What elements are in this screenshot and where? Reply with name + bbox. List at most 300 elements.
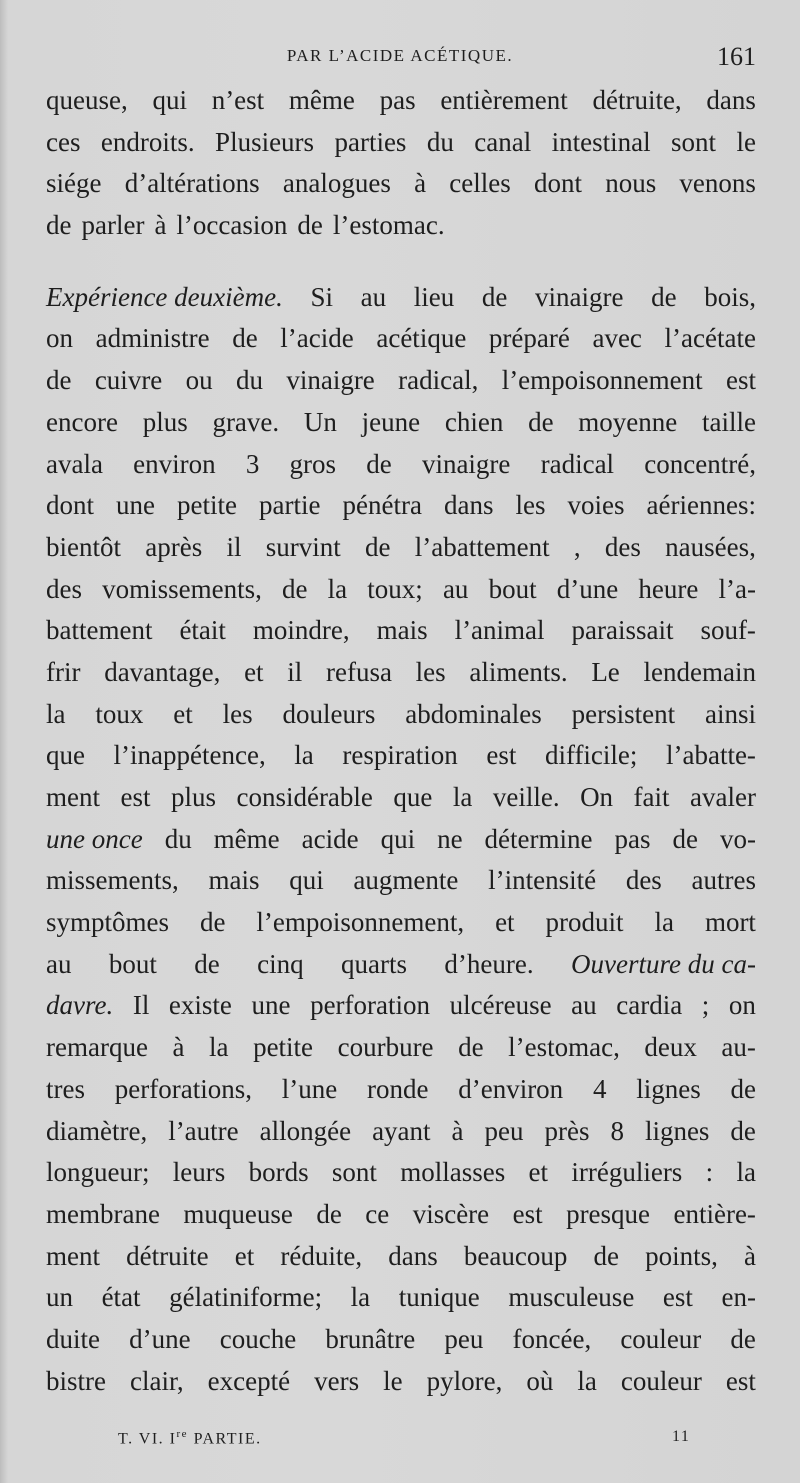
word: de [672, 823, 698, 854]
word: sont [331, 1157, 377, 1188]
word: acétique [376, 323, 467, 354]
word: l’animal [454, 615, 545, 646]
word: l’a- [718, 573, 756, 604]
word: d’une [129, 1323, 191, 1354]
word: administre [95, 323, 210, 354]
word: bientôt [46, 531, 121, 562]
word: à [744, 1240, 756, 1271]
word: bout [488, 573, 537, 604]
word: muqueuse [183, 1198, 293, 1229]
word: de [297, 210, 323, 241]
text-line [46, 1111, 756, 1153]
word: au [46, 948, 72, 979]
word: les [222, 698, 253, 729]
text-line [46, 777, 756, 819]
word: et [244, 656, 264, 687]
word: détermine [484, 823, 593, 854]
word: réduite, [280, 1240, 363, 1271]
word: veille. [492, 782, 560, 812]
footer [0, 1424, 800, 1454]
word: gros [289, 448, 337, 479]
word: On [580, 782, 614, 812]
word: radical, [398, 365, 479, 396]
word: ment [46, 1240, 100, 1271]
word: l’estomac. [332, 210, 445, 241]
word: brunâtre [325, 1323, 416, 1354]
word: abdominales [405, 698, 542, 729]
word: encore [46, 406, 118, 437]
word: mais [208, 865, 260, 896]
word: et [528, 1157, 549, 1188]
text-line [46, 444, 756, 486]
italic-word: une once [46, 823, 143, 854]
word: était [179, 615, 226, 646]
word: canal [474, 126, 532, 157]
italic-word: Ouverture du ca- [571, 948, 756, 979]
word: ment [46, 782, 100, 812]
word: au [571, 990, 597, 1021]
word: vinaigre [286, 365, 375, 396]
word: détruite [126, 1240, 209, 1271]
word: toux [95, 698, 144, 729]
word: plus [142, 406, 188, 437]
word: bout [108, 948, 157, 979]
word: toux; [367, 573, 423, 604]
word: vomissements, [102, 573, 262, 604]
word: Si [310, 281, 334, 312]
word: du [426, 126, 454, 157]
word: en- [721, 1282, 756, 1313]
word: des [625, 865, 662, 896]
text-line [46, 569, 756, 611]
word: augmente [353, 865, 459, 896]
word: d’environ [458, 1073, 564, 1104]
word: tres [46, 1073, 85, 1104]
word: considérable [236, 782, 373, 812]
text-line [46, 1194, 756, 1236]
word: l’intensité [488, 865, 597, 896]
word: refusa [326, 656, 392, 687]
word: remarque [46, 1032, 148, 1063]
word: au- [721, 1032, 756, 1063]
word: de [194, 948, 220, 979]
word: l’une [281, 1073, 338, 1104]
word: presque [566, 1198, 651, 1229]
word: de [730, 1115, 756, 1146]
word: au [442, 573, 469, 604]
text-line [46, 122, 756, 164]
word: qui [289, 865, 324, 896]
word: siége [46, 168, 102, 199]
word: courbure [337, 1032, 434, 1063]
word: endroits. [100, 126, 195, 157]
word: vinaigre [534, 281, 624, 312]
word: une [116, 490, 156, 521]
word: de [730, 1073, 756, 1104]
word: il [287, 656, 303, 687]
signature-superscript: re [176, 1428, 189, 1440]
word: détruite, [592, 85, 682, 115]
word: couleur [620, 1323, 702, 1354]
word: de [282, 573, 308, 604]
word: battement [46, 615, 153, 646]
text-line [46, 610, 756, 652]
word: de [365, 531, 391, 562]
word: la [209, 1032, 229, 1063]
sheet-number: 11 [672, 1428, 691, 1445]
word: est [486, 740, 517, 771]
word: perforations, [114, 1073, 252, 1104]
word: dont [46, 490, 95, 521]
text-line [46, 1152, 756, 1194]
word: fait [633, 782, 670, 812]
word: on [728, 990, 756, 1021]
word: cardia [616, 990, 683, 1021]
word: produit [545, 907, 624, 938]
word: vinaigre [421, 448, 511, 479]
word: la [46, 698, 66, 729]
word: à [414, 168, 427, 199]
word: des [46, 573, 82, 604]
italic-word: Expérience deuxième. [46, 281, 283, 312]
word: celles [449, 168, 511, 199]
word: le [383, 1365, 403, 1396]
word: ronde [366, 1073, 429, 1104]
word: de [316, 1198, 342, 1229]
italic-word: davre. [46, 990, 114, 1021]
text-line [46, 1277, 756, 1319]
word: dans [706, 85, 756, 115]
word: du [164, 823, 192, 854]
word: l’abatte- [665, 740, 756, 771]
word: de [199, 907, 226, 938]
word: ne [437, 823, 463, 854]
word: lieu [413, 281, 455, 312]
word: excepté [207, 1365, 291, 1396]
word: 8 [610, 1115, 624, 1146]
word: voies [567, 490, 625, 521]
word: de [46, 365, 72, 396]
paragraph-break [46, 247, 756, 277]
word: chien [444, 406, 504, 437]
word: beaucoup [463, 1240, 568, 1271]
word: de [366, 448, 392, 479]
running-title: PAR L’ACIDE ACÉTIQUE. [286, 46, 514, 65]
word: duite [46, 1323, 100, 1354]
word: intestinal [551, 126, 651, 157]
word: pas [614, 823, 651, 854]
word: à [451, 1115, 464, 1146]
word: avala [46, 448, 103, 479]
word: de [232, 323, 258, 354]
word: la [736, 1157, 756, 1188]
word: ce [365, 1198, 390, 1229]
word: entière- [673, 1198, 756, 1229]
word: d’une [556, 573, 619, 604]
word: diamètre, [46, 1115, 148, 1146]
word: après [145, 531, 203, 562]
word: près [544, 1115, 590, 1146]
word: mort [704, 907, 756, 938]
word: , [573, 531, 581, 562]
word: d’altérations [124, 168, 260, 199]
word: peu [444, 1323, 484, 1354]
word: irréguliers [571, 1157, 683, 1188]
word: cuivre [94, 365, 163, 396]
word: mais [376, 615, 428, 646]
word: même [288, 85, 355, 115]
word: où [526, 1365, 554, 1396]
signature-end: PARTIE. [188, 1430, 262, 1448]
word: ; [701, 990, 710, 1021]
word: cinq [257, 948, 304, 979]
word: des [604, 531, 641, 562]
word: quarts [341, 948, 408, 979]
word: même [213, 823, 280, 854]
word: couche [219, 1323, 297, 1354]
text-line [46, 527, 756, 569]
word: un [46, 1282, 73, 1313]
word: venons [679, 168, 756, 199]
word: avec [592, 323, 642, 354]
word: est [662, 1282, 693, 1313]
word: dont [533, 168, 582, 199]
word: frir [46, 656, 81, 687]
word: et [234, 1240, 255, 1271]
word: l’acétate [664, 323, 756, 354]
word: respiration [342, 740, 458, 771]
text-line [46, 485, 756, 527]
word: et [495, 907, 515, 938]
word: taille [702, 406, 756, 437]
word: la [327, 573, 348, 604]
text-line [46, 1319, 756, 1361]
word: souf- [700, 615, 756, 646]
word: ou [185, 365, 213, 396]
word: musculeuse [508, 1282, 635, 1313]
word: la [452, 782, 473, 812]
text-line [46, 163, 756, 205]
word: on [46, 323, 73, 354]
word: vo- [719, 823, 756, 854]
word: la [350, 1282, 371, 1313]
word: longueur; [46, 1157, 150, 1188]
word: nous [605, 168, 657, 199]
text-line [46, 1027, 756, 1069]
text-line [46, 80, 756, 122]
word: heure [638, 573, 699, 604]
word: pylore, [426, 1365, 503, 1396]
word: est [120, 782, 151, 812]
word: du [235, 365, 263, 396]
word: difficile; [544, 740, 638, 771]
word: aériennes: [646, 490, 756, 521]
signature-text: T. VI. I [118, 1430, 177, 1448]
word: bistre [46, 1365, 106, 1396]
word: 4 [592, 1073, 607, 1104]
word: dans [388, 1240, 438, 1271]
word: Plusieurs [215, 126, 315, 157]
word: Un [303, 406, 337, 437]
text-line [46, 1069, 756, 1111]
word: grave. [212, 406, 280, 437]
word: perforation [310, 990, 431, 1021]
word: de [458, 1032, 484, 1063]
running-head [0, 40, 800, 76]
word: dans [443, 490, 494, 521]
word: viscère [412, 1198, 490, 1229]
word: acide [301, 823, 359, 854]
word: existe [168, 990, 232, 1021]
word: de [730, 1323, 756, 1354]
word: d’heure. [444, 948, 534, 979]
word: ulcéreuse [449, 990, 552, 1021]
word: concentré, [644, 448, 756, 479]
word: : [705, 1157, 714, 1188]
word: bois, [704, 281, 756, 312]
word: clair, [130, 1365, 184, 1396]
word: petite [177, 490, 238, 521]
word: lignes [644, 1115, 710, 1146]
signature-mark [118, 1428, 262, 1448]
word: plus [170, 782, 216, 812]
word: moindre, [252, 615, 350, 646]
word: mollasses [400, 1157, 506, 1188]
text-line [46, 944, 756, 986]
word: persistent [571, 698, 676, 729]
word: l’occasion [176, 210, 288, 241]
word: gélatiniforme; [169, 1282, 323, 1313]
word: de [593, 1240, 619, 1271]
word: une [251, 990, 291, 1021]
word: de [528, 406, 554, 437]
body-text [46, 80, 756, 1402]
word: 3 [245, 448, 260, 479]
text-line [46, 1236, 756, 1278]
word: entièrement [440, 85, 568, 115]
word: couleur [620, 1365, 702, 1396]
word: que [393, 782, 433, 812]
text-line [46, 277, 756, 319]
text-line [46, 360, 756, 402]
word: foncée, [512, 1323, 592, 1354]
word: ainsi [704, 698, 756, 729]
word: vers [314, 1365, 360, 1396]
word: jeune [361, 406, 421, 437]
text-line [46, 735, 756, 777]
word: allongée [259, 1115, 352, 1146]
word: ayant [372, 1115, 431, 1146]
word: parties [334, 126, 407, 157]
word: autres [691, 865, 756, 896]
text-line [46, 318, 756, 360]
word: et [173, 698, 193, 729]
word: Il [132, 990, 150, 1021]
word: qui [380, 823, 416, 854]
text-line [46, 205, 756, 247]
word: le [736, 126, 756, 157]
word: moyenne [578, 406, 678, 437]
word: préparé [488, 323, 570, 354]
word: l’autre [168, 1115, 239, 1146]
word: est [512, 1198, 543, 1229]
word: est [726, 365, 756, 396]
word: de [481, 281, 508, 312]
word: les [515, 490, 546, 521]
word: à [172, 1032, 185, 1063]
word: aliments. [469, 656, 568, 687]
word: paraissait [571, 615, 674, 646]
word: au [360, 281, 387, 312]
text-line [46, 1361, 756, 1403]
word: missements, [46, 865, 179, 896]
word: douleurs [282, 698, 376, 729]
word: petite [253, 1032, 314, 1063]
word: pas [379, 85, 416, 115]
word: environ [133, 448, 216, 479]
word: survint [265, 531, 341, 562]
word: Le [591, 656, 620, 687]
word: l’acide [280, 323, 354, 354]
text-line [46, 819, 756, 861]
word: partie [259, 490, 321, 521]
word: deux [644, 1032, 697, 1063]
text-line [46, 652, 756, 694]
page-number: 161 [717, 42, 756, 71]
word: de [46, 210, 72, 241]
word: queuse, [46, 85, 128, 115]
word: qui [152, 85, 187, 115]
word: membrane [46, 1198, 160, 1229]
word: la [577, 1365, 597, 1396]
word: ces [46, 126, 81, 157]
word: état [101, 1282, 141, 1313]
word: leurs [172, 1157, 226, 1188]
word: sont [671, 126, 717, 157]
word: de [651, 281, 677, 312]
word: nausées, [665, 531, 756, 562]
word: lignes [636, 1073, 701, 1104]
word: les [415, 656, 446, 687]
word: l’inappétence, [113, 740, 266, 771]
word: avaler [690, 782, 756, 812]
word: que [46, 740, 85, 771]
word: la [294, 740, 314, 771]
word: analogues [282, 168, 391, 199]
word: radical [540, 448, 615, 479]
word: la [654, 907, 674, 938]
word: l’empoisonnement, [256, 907, 465, 938]
text-line [46, 860, 756, 902]
word: points, [645, 1240, 718, 1271]
word: tunique [398, 1282, 480, 1313]
text-line [46, 402, 756, 444]
word: il [226, 531, 242, 562]
word: peu [484, 1115, 524, 1146]
word: l’estomac, [508, 1032, 620, 1063]
word: bords [248, 1157, 309, 1188]
word: parler [81, 210, 145, 241]
word: à [154, 210, 167, 241]
word: est [725, 1365, 756, 1396]
text-line [46, 985, 756, 1027]
text-line [46, 694, 756, 736]
word: davantage, [104, 656, 221, 687]
word: pénétra [342, 490, 422, 521]
word: lendemain [643, 656, 756, 687]
word: n’est [211, 85, 265, 115]
word: l’empoisonnement [501, 365, 703, 396]
